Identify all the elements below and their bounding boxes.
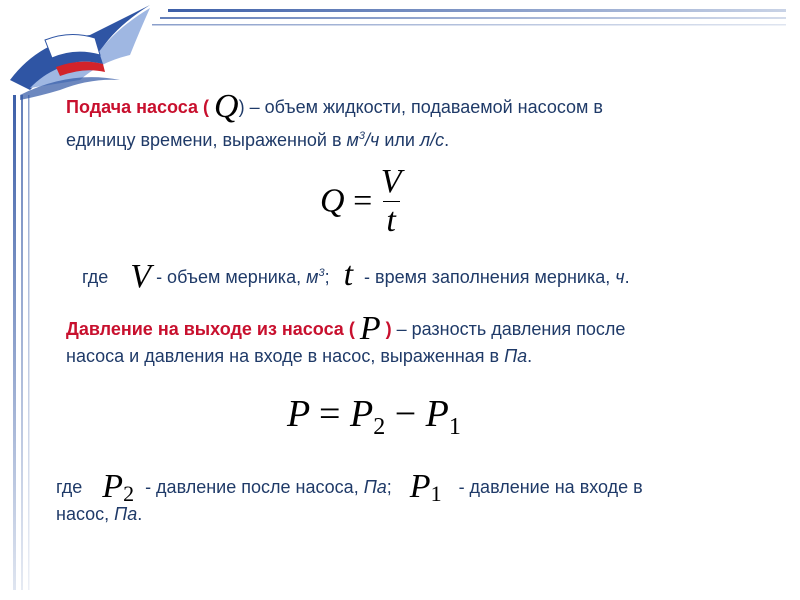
formula-equals: = <box>353 182 373 220</box>
symbol-p: P <box>359 310 381 347</box>
where-line-2b <box>56 500 142 529</box>
desc-pressure-inlet: - давление на входе в <box>453 477 643 497</box>
formula-p1: P <box>425 393 449 435</box>
definition-text-line2: насоса и давления на входе в насос, выраженная в <box>66 346 505 366</box>
unit-l-per-s: л/с <box>419 130 445 150</box>
period: . <box>444 130 450 150</box>
period: . <box>624 267 630 287</box>
formula-minus: − <box>394 393 417 435</box>
paragraph-pump-flow <box>66 88 603 125</box>
unit-pa-b: Па <box>114 504 138 524</box>
unit-hour: ч <box>615 267 625 287</box>
open-paren: ( <box>198 97 215 117</box>
symbol-t: t <box>343 256 354 293</box>
paragraph-pump-flow-line2 <box>66 122 449 155</box>
left-lines <box>13 95 30 590</box>
definition-text: – объем жидкости, подаваемой насосом в <box>244 97 603 117</box>
symbol-p1: P <box>409 468 431 505</box>
formula-lhs-p: P <box>287 393 310 435</box>
paragraph-pump-pressure <box>66 310 626 347</box>
separator: ; <box>386 477 392 497</box>
unit-m3-b-sup: 3 <box>318 267 325 279</box>
formula-p1-sub: 1 <box>448 414 461 440</box>
where-line-2 <box>56 468 643 508</box>
unit-m3: м <box>346 130 359 150</box>
desc-pressure-after: - давление после насоса, <box>140 477 364 497</box>
symbol-p2: P <box>102 468 124 505</box>
formula-fraction <box>381 163 402 240</box>
desc-volume: - объем мерника, <box>151 267 307 287</box>
unit-pa-a: Па <box>363 477 387 497</box>
open-book-flag-logo <box>10 5 150 100</box>
top-lines <box>152 9 786 26</box>
symbol-p2-sub: 2 <box>123 481 135 506</box>
definition-text: – разность давления после <box>391 319 626 339</box>
period: . <box>527 346 533 366</box>
or-word: или <box>379 130 420 150</box>
unit-pa: Па <box>504 346 528 366</box>
close-paren: ) <box>380 319 392 339</box>
term-pump-pressure: Давление на выходе из насоса <box>66 319 344 339</box>
symbol-q: Q <box>214 88 239 125</box>
symbol-p1-sub: 1 <box>430 481 442 506</box>
fraction-denominator-t: t <box>386 202 396 239</box>
definition-text-line2: единицу времени, выраженной в <box>66 130 347 150</box>
formula-flow <box>320 163 402 240</box>
where-word: где <box>82 267 109 287</box>
paragraph-pump-pressure-line2 <box>66 342 532 371</box>
formula-equals: = <box>319 393 341 435</box>
open-paren: ( <box>343 319 360 339</box>
symbol-v: V <box>130 258 152 295</box>
close-paren: ) <box>238 97 245 117</box>
unit-m3-b: м <box>306 267 319 287</box>
desc-pressure-inlet-line2: насос, <box>56 504 115 524</box>
desc-fill-time: - время заполнения мерника, <box>359 267 616 287</box>
formula-p2-sub: 2 <box>373 414 386 440</box>
unit-m3-sup: 3 <box>358 130 365 142</box>
unit-per-hour: /ч <box>365 130 380 150</box>
separator: ; <box>324 267 330 287</box>
formula-lhs-q: Q <box>320 182 345 220</box>
formula-p2: P <box>349 393 374 435</box>
where-line-1 <box>82 256 630 295</box>
term-pump-flow: Подача насоса <box>66 97 199 117</box>
formula-pressure <box>287 392 461 449</box>
fraction-numerator-v: V <box>380 163 402 200</box>
period: . <box>137 504 143 524</box>
where-word: где <box>56 477 83 497</box>
